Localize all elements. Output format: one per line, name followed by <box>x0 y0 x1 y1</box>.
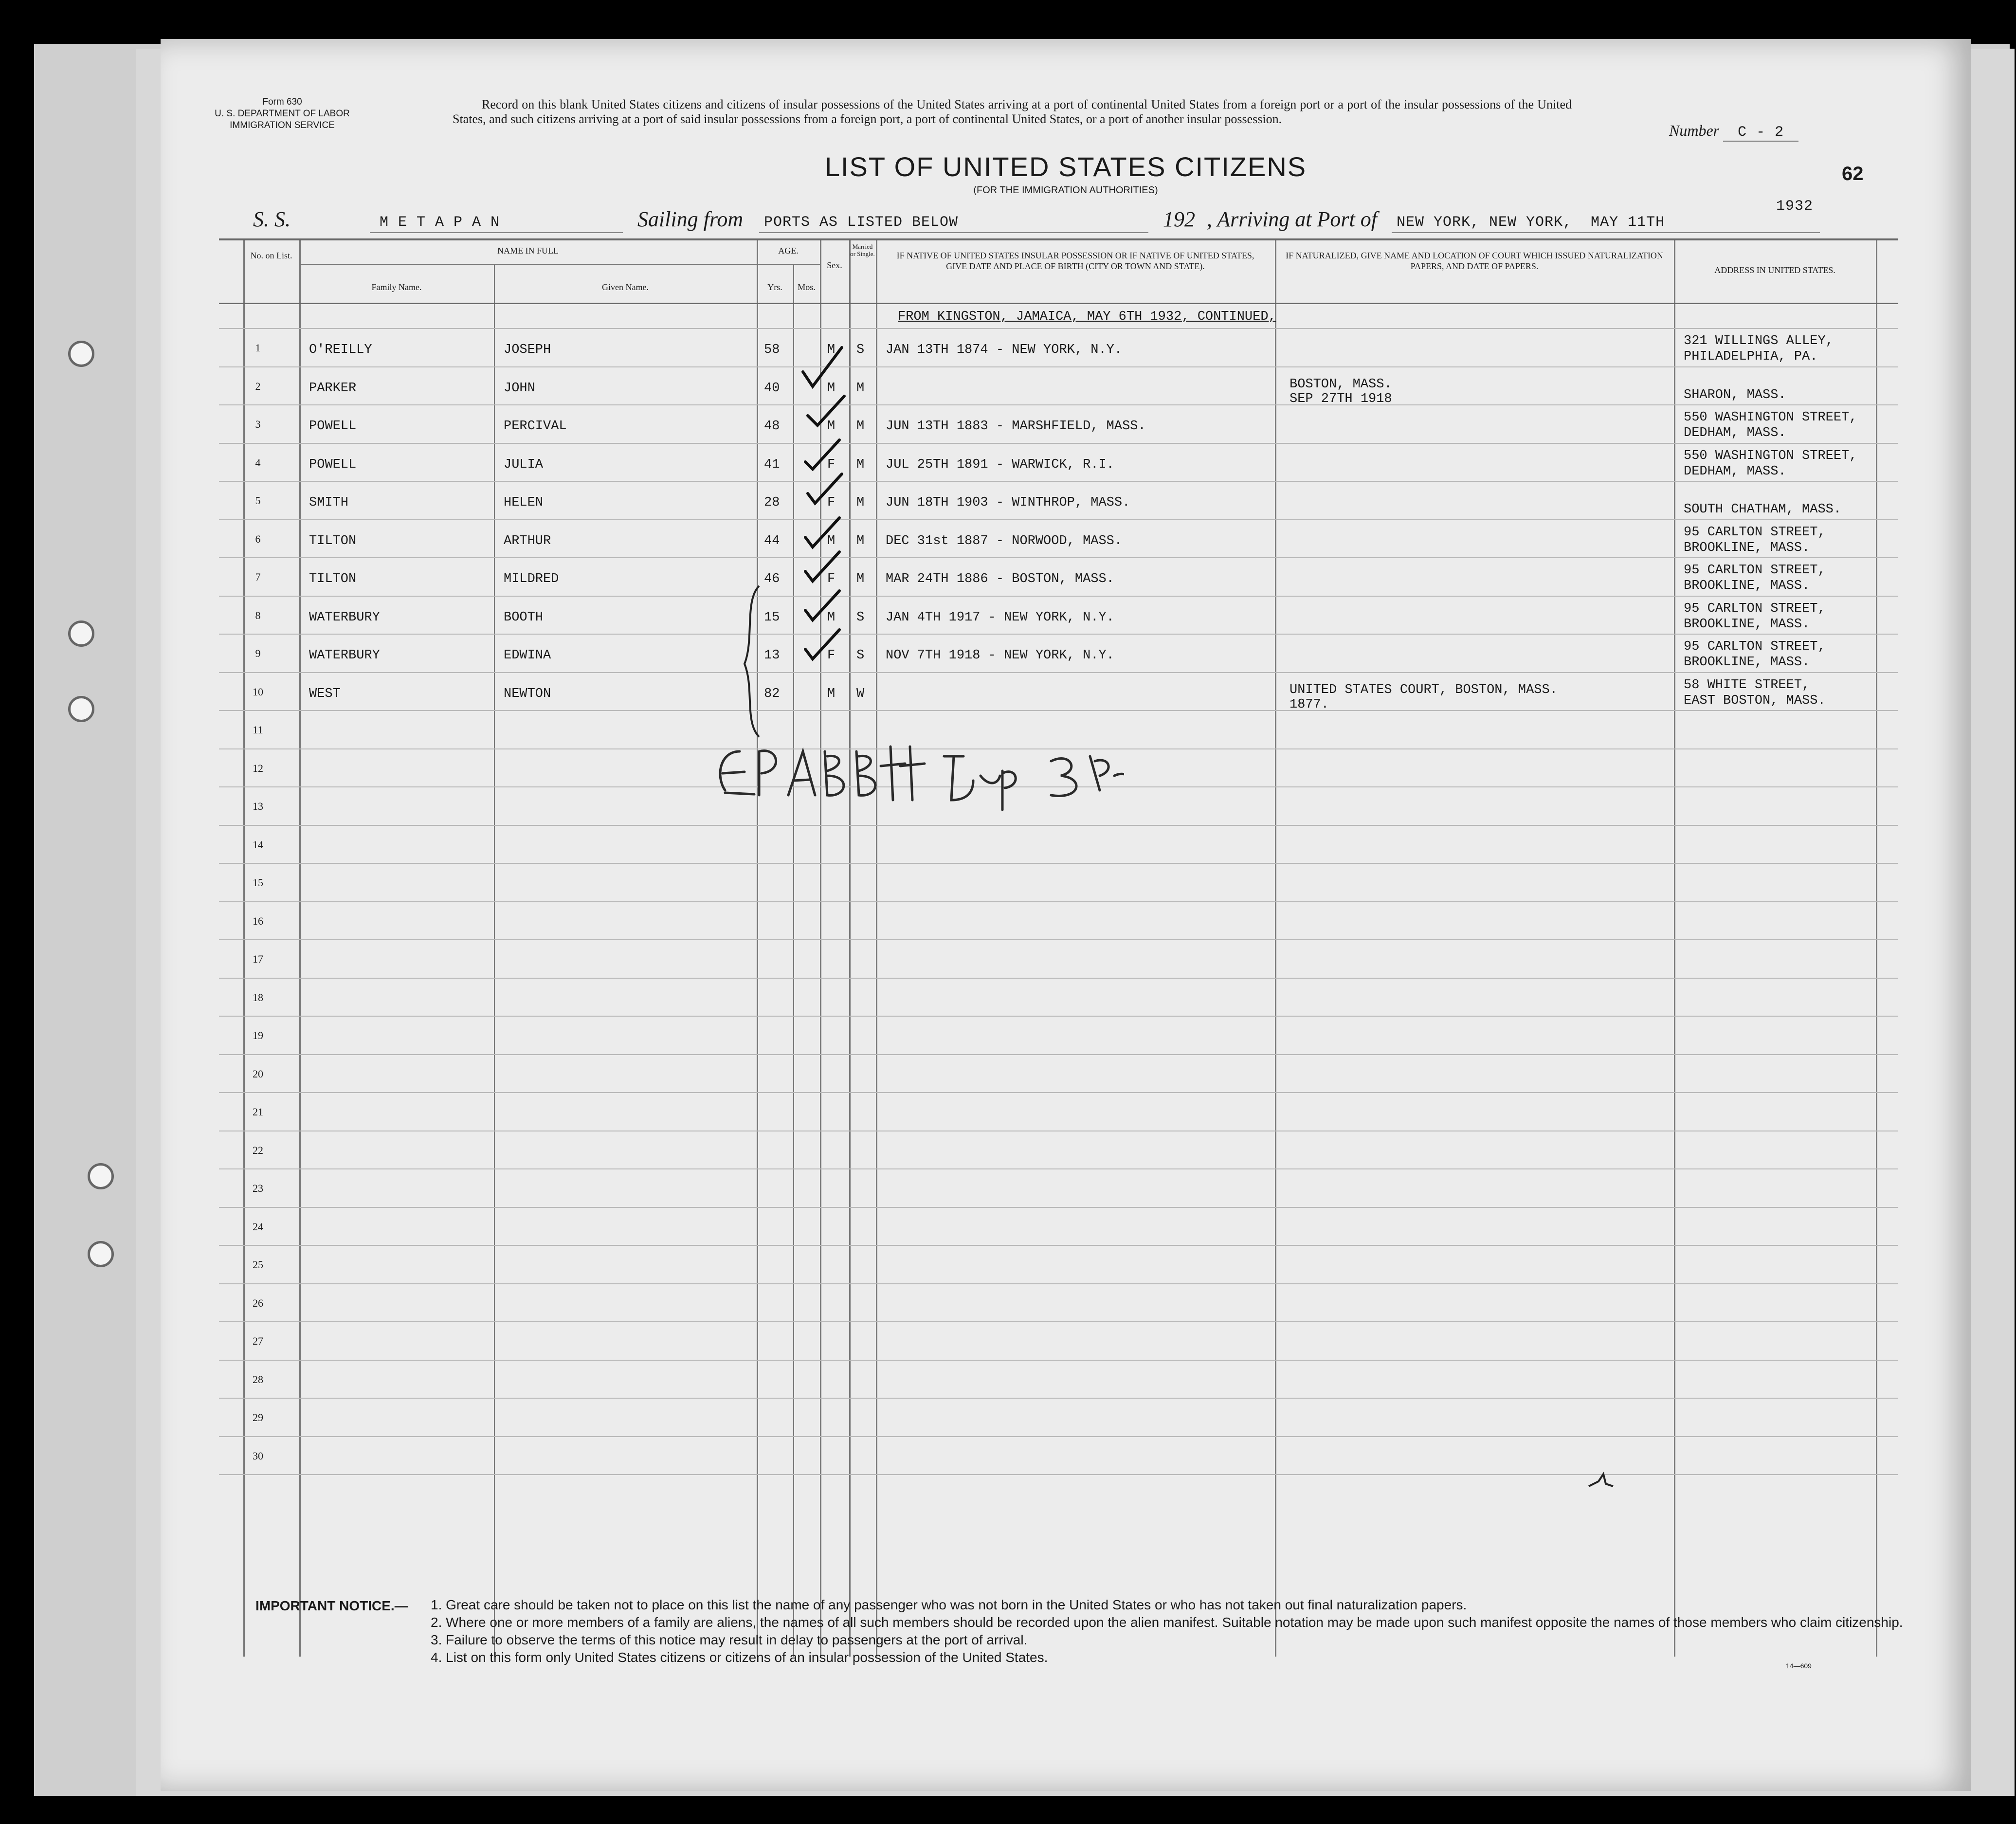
address-line-2: DEDHAM, MASS. <box>1684 464 1786 479</box>
birth-date-place: DEC 31st 1887 - NORWOOD, MASS. <box>886 533 1123 548</box>
arrival-year: 1932 <box>1776 198 1814 215</box>
row-number: 2 <box>255 380 261 392</box>
row-number: 12 <box>253 762 263 774</box>
row-number: 14 <box>253 838 263 851</box>
age-years: 28 <box>764 495 780 510</box>
address-line-2: EAST BOSTON, MASS. <box>1684 693 1826 708</box>
sailing-label: Sailing from <box>637 207 744 231</box>
service: IMMIGRATION SERVICE <box>230 120 335 130</box>
row-number: 11 <box>253 724 263 736</box>
sex: M <box>827 686 835 701</box>
punch-hole <box>68 341 94 367</box>
page-title: LIST OF UNITED STATES CITIZENS <box>824 151 1307 182</box>
row-number: 5 <box>255 494 261 507</box>
address-line-2: BROOKLINE, MASS. <box>1684 579 1810 593</box>
row-number: 25 <box>253 1259 263 1271</box>
family-name: WEST <box>309 686 341 701</box>
row-divider <box>219 1016 1898 1017</box>
row-number: 28 <box>253 1373 263 1386</box>
birth-date-place: JUN 13TH 1883 - MARSHFIELD, MASS. <box>886 419 1146 434</box>
sex: M <box>827 533 835 548</box>
marital-status: S <box>856 648 865 663</box>
row-number: 19 <box>253 1029 263 1041</box>
row-divider <box>219 939 1898 940</box>
family-name: PARKER <box>309 381 357 396</box>
given-name: NEWTON <box>504 686 551 701</box>
marital-status: M <box>856 533 865 548</box>
notice-item-1: 1. Great care should be taken not to place on this list the name of any passenger who was not born in the United States or who has not taken out final naturalization papers. <box>431 1597 1467 1612</box>
important-notice <box>255 1596 1920 1666</box>
sex: M <box>827 343 835 357</box>
header-mos: Mos. <box>798 282 816 292</box>
row-divider <box>219 634 1898 635</box>
address-line-1: 550 WASHINGTON STREET, <box>1684 410 1857 425</box>
family-name: WATERBURY <box>309 648 380 663</box>
row-divider <box>219 366 1898 367</box>
row-number: 23 <box>253 1182 263 1194</box>
address-line-2: SOUTH CHATHAM, MASS. <box>1684 502 1842 517</box>
row-divider <box>219 404 1898 405</box>
address-line-1: 95 CARLTON STREET, <box>1684 639 1826 654</box>
row-number: 4 <box>255 456 261 469</box>
family-name: POWELL <box>309 419 357 434</box>
notice-item-4: 4. List on this form only United States citizens or citizens of an insular possession of the United States. <box>431 1650 1048 1665</box>
age-years: 82 <box>764 686 780 701</box>
punch-hole <box>68 620 94 647</box>
header-address: ADDRESS IN UNITED STATES. <box>1714 265 1835 275</box>
check-mark-icon <box>808 396 844 425</box>
address-line-1: 321 WILLINGS ALLEY, <box>1684 334 1834 348</box>
row-number: 3 <box>255 418 261 430</box>
naturalization-date: 1877. <box>1290 697 1329 712</box>
check-mark-icon <box>805 630 839 659</box>
row-divider <box>219 1054 1898 1055</box>
header-given-name: Given Name. <box>602 282 649 292</box>
row-number: 16 <box>253 914 263 927</box>
header-married-single: Married or Single. <box>850 243 875 257</box>
given-name: MILDRED <box>504 572 559 586</box>
age-years: 13 <box>764 648 780 663</box>
address-line-1: 95 CARLTON STREET, <box>1684 563 1826 578</box>
row-number: 18 <box>253 991 263 1003</box>
header-name-in-full: NAME IN FULL <box>497 246 559 255</box>
row-divider <box>219 1474 1898 1475</box>
address-line-2: BROOKLINE, MASS. <box>1684 655 1810 670</box>
birth-date-place: NOV 7TH 1918 - NEW YORK, N.Y. <box>886 648 1114 663</box>
ship-name: M E T A P A N <box>380 214 500 231</box>
birth-date-place: MAR 24TH 1886 - BOSTON, MASS. <box>886 572 1114 586</box>
age-years: 48 <box>764 419 780 434</box>
form-instructions: Record on this blank United States citizens and citizens of insular possessions of the United States arriving at a port of continental United States from a foreign port or a port of the insular possessions of the United States, and such citizens arriving at a port of said insular possessions from a foreign port, a port of continental United States, or a port of another insular possession. <box>453 97 1572 126</box>
birth-date-place: JUL 25TH 1891 - WARWICK, R.I. <box>886 457 1114 472</box>
row-divider <box>219 672 1898 673</box>
row-number: 24 <box>253 1220 263 1233</box>
given-name: JOSEPH <box>504 343 551 357</box>
arriving-port: NEW YORK, NEW YORK, MAY 11TH <box>1397 214 1665 231</box>
age-years: 58 <box>764 343 780 357</box>
row-number: 7 <box>255 571 261 583</box>
address-line-2: DEDHAM, MASS. <box>1684 426 1786 440</box>
row-divider <box>219 328 1898 329</box>
row-divider <box>219 481 1898 482</box>
number-field <box>1669 122 1798 141</box>
row-number: 1 <box>255 342 261 354</box>
birth-date-place: JUN 18TH 1903 - WINTHROP, MASS. <box>886 495 1130 510</box>
row-divider <box>219 1245 1898 1246</box>
given-name: HELEN <box>504 495 544 510</box>
notice-heading: IMPORTANT NOTICE.— <box>255 1598 408 1613</box>
row-divider <box>219 596 1898 597</box>
naturalization-court: UNITED STATES COURT, BOSTON, MASS. <box>1290 682 1558 697</box>
notice-item-3: 3. Failure to observe the terms of this notice may result in delay to passengers at the port of arrival. <box>431 1632 1028 1647</box>
manifest-page <box>161 39 1971 1791</box>
form-identifier <box>209 96 355 131</box>
address-line-2: BROOKLINE, MASS. <box>1684 540 1810 555</box>
sex: M <box>827 610 835 625</box>
address-line-2: BROOKLINE, MASS. <box>1684 617 1810 632</box>
row-divider <box>219 1436 1898 1437</box>
print-code: 14—609 <box>1786 1662 1812 1670</box>
row-divider <box>219 1092 1898 1093</box>
check-mark-icon <box>805 440 839 469</box>
sex: M <box>827 381 835 396</box>
row-divider <box>219 863 1898 864</box>
row-divider <box>219 710 1898 711</box>
handwritten-annotation <box>710 737 1124 820</box>
row-number: 27 <box>253 1335 263 1347</box>
row-divider <box>219 1283 1898 1284</box>
from-port-line: FROM KINGSTON, JAMAICA, MAY 6TH 1932, CONTINUED, <box>898 310 1276 324</box>
header-naturalized: IF NATURALIZED, GIVE NAME AND LOCATION OF COURT WHICH ISSUED NATURALIZATION PAPERS, AND DATE OF PAPERS. <box>1286 251 1663 271</box>
birth-date-place: JAN 13TH 1874 - NEW YORK, N.Y. <box>886 343 1123 357</box>
address-line-1: 95 CARLTON STREET, <box>1684 601 1826 616</box>
ss-label: S. S. <box>253 207 291 231</box>
age-years: 46 <box>764 572 780 586</box>
header-age: AGE. <box>778 246 799 255</box>
row-number: 29 <box>253 1411 263 1423</box>
punch-hole <box>68 696 94 722</box>
age-years: 15 <box>764 610 780 625</box>
form-number: Form 630 <box>262 97 302 107</box>
header-no: No. on List. <box>250 251 292 260</box>
marital-status: M <box>856 457 865 472</box>
row-number: 22 <box>253 1144 263 1156</box>
age-years: 40 <box>764 381 780 396</box>
marital-status: S <box>856 343 865 357</box>
marital-status: M <box>856 572 865 586</box>
number-value: C - 2 <box>1723 124 1798 142</box>
row-divider <box>219 1168 1898 1169</box>
row-number: 6 <box>255 532 261 545</box>
punch-hole <box>88 1163 114 1189</box>
row-number: 21 <box>253 1106 263 1118</box>
notice-item-2: 2. Where one or more members of a family are aliens, the names of all such members should be recorded upon the alien manifest. Suitable notation may be made upon such manifest opposite the names of those members who claim citizenship. <box>431 1615 1903 1630</box>
row-number: 20 <box>253 1067 263 1080</box>
marital-status: M <box>856 495 865 510</box>
number-label: Number <box>1669 122 1720 139</box>
header-birth: IF NATIVE OF UNITED STATES INSULAR POSSESSION OR IF NATIVE OF UNITED STATES, GIVE DATE AND PLACE OF BIRTH (CITY OR TOWN AND STATE). <box>896 251 1254 271</box>
row-number: 30 <box>253 1449 263 1462</box>
family-name: TILTON <box>309 533 357 548</box>
row-divider <box>219 901 1898 902</box>
naturalization-court: BOSTON, MASS. <box>1290 377 1392 392</box>
given-name: JOHN <box>504 381 535 396</box>
check-mark-icon <box>805 552 839 581</box>
sex: F <box>827 648 835 663</box>
header-yrs: Yrs. <box>767 282 782 292</box>
given-name: BOOTH <box>504 610 544 625</box>
row-number: 10 <box>253 685 263 698</box>
family-name: POWELL <box>309 457 357 472</box>
row-number: 15 <box>253 876 263 889</box>
header-family-name: Family Name. <box>371 282 422 292</box>
row-number: 9 <box>255 647 261 659</box>
row-number: 8 <box>255 609 261 621</box>
address-line-1: 95 CARLTON STREET, <box>1684 525 1826 540</box>
birth-date-place: JAN 4TH 1917 - NEW YORK, N.Y. <box>886 610 1114 625</box>
row-divider <box>219 557 1898 558</box>
sex: F <box>827 457 835 472</box>
check-mark-icon <box>805 518 839 547</box>
row-divider <box>219 443 1898 444</box>
sex: F <box>827 495 835 510</box>
family-name: O'REILLY <box>309 343 372 357</box>
family-name: TILTON <box>309 572 357 586</box>
department: U. S. DEPARTMENT OF LABOR <box>215 109 350 119</box>
age-years: 44 <box>764 533 780 548</box>
year-prefix: 192 <box>1163 207 1195 231</box>
ink-smudge <box>1586 1472 1616 1491</box>
row-number: 26 <box>253 1296 263 1309</box>
marital-status: M <box>856 419 865 434</box>
punch-hole <box>88 1241 114 1267</box>
row-divider <box>219 519 1898 520</box>
row-divider <box>219 1398 1898 1399</box>
sailing-from: PORTS AS LISTED BELOW <box>764 214 959 231</box>
row-divider <box>219 1360 1898 1361</box>
check-marks <box>793 338 890 678</box>
page-number: 62 <box>1842 163 1864 184</box>
row-divider <box>219 1207 1898 1208</box>
row-divider <box>219 1321 1898 1322</box>
header-sex: Sex. <box>827 260 842 270</box>
check-mark-icon <box>803 347 842 386</box>
sex: F <box>827 572 835 586</box>
row-number: 17 <box>253 953 263 965</box>
given-name: EDWINA <box>504 648 551 663</box>
family-name: SMITH <box>309 495 349 510</box>
address-line-1: 58 WHITE STREET, <box>1684 677 1810 693</box>
marital-status: S <box>856 610 865 625</box>
marital-status: W <box>856 686 865 701</box>
row-divider <box>219 825 1898 826</box>
check-mark-icon <box>805 591 839 620</box>
brace-mark <box>740 581 764 742</box>
address-line-2: SHARON, MASS. <box>1684 387 1786 402</box>
address-line-2: PHILADELPHIA, PA. <box>1684 349 1818 364</box>
address-line-1: 550 WASHINGTON STREET, <box>1684 448 1857 463</box>
page-subtitle: (FOR THE IMMIGRATION AUTHORITIES) <box>973 185 1158 196</box>
row-divider <box>219 978 1898 979</box>
marital-status: M <box>856 381 865 396</box>
age-years: 41 <box>764 457 780 472</box>
given-name: PERCIVAL <box>504 419 567 434</box>
sex: M <box>827 419 835 434</box>
given-name: JULIA <box>504 457 544 472</box>
manifest-table <box>219 238 1898 1657</box>
check-mark-icon <box>808 474 842 503</box>
arriving-label: , Arriving at Port of <box>1207 207 1377 231</box>
family-name: WATERBURY <box>309 610 380 625</box>
row-number: 13 <box>253 800 263 812</box>
given-name: ARTHUR <box>504 533 551 548</box>
naturalization-date: SEP 27TH 1918 <box>1290 391 1392 406</box>
